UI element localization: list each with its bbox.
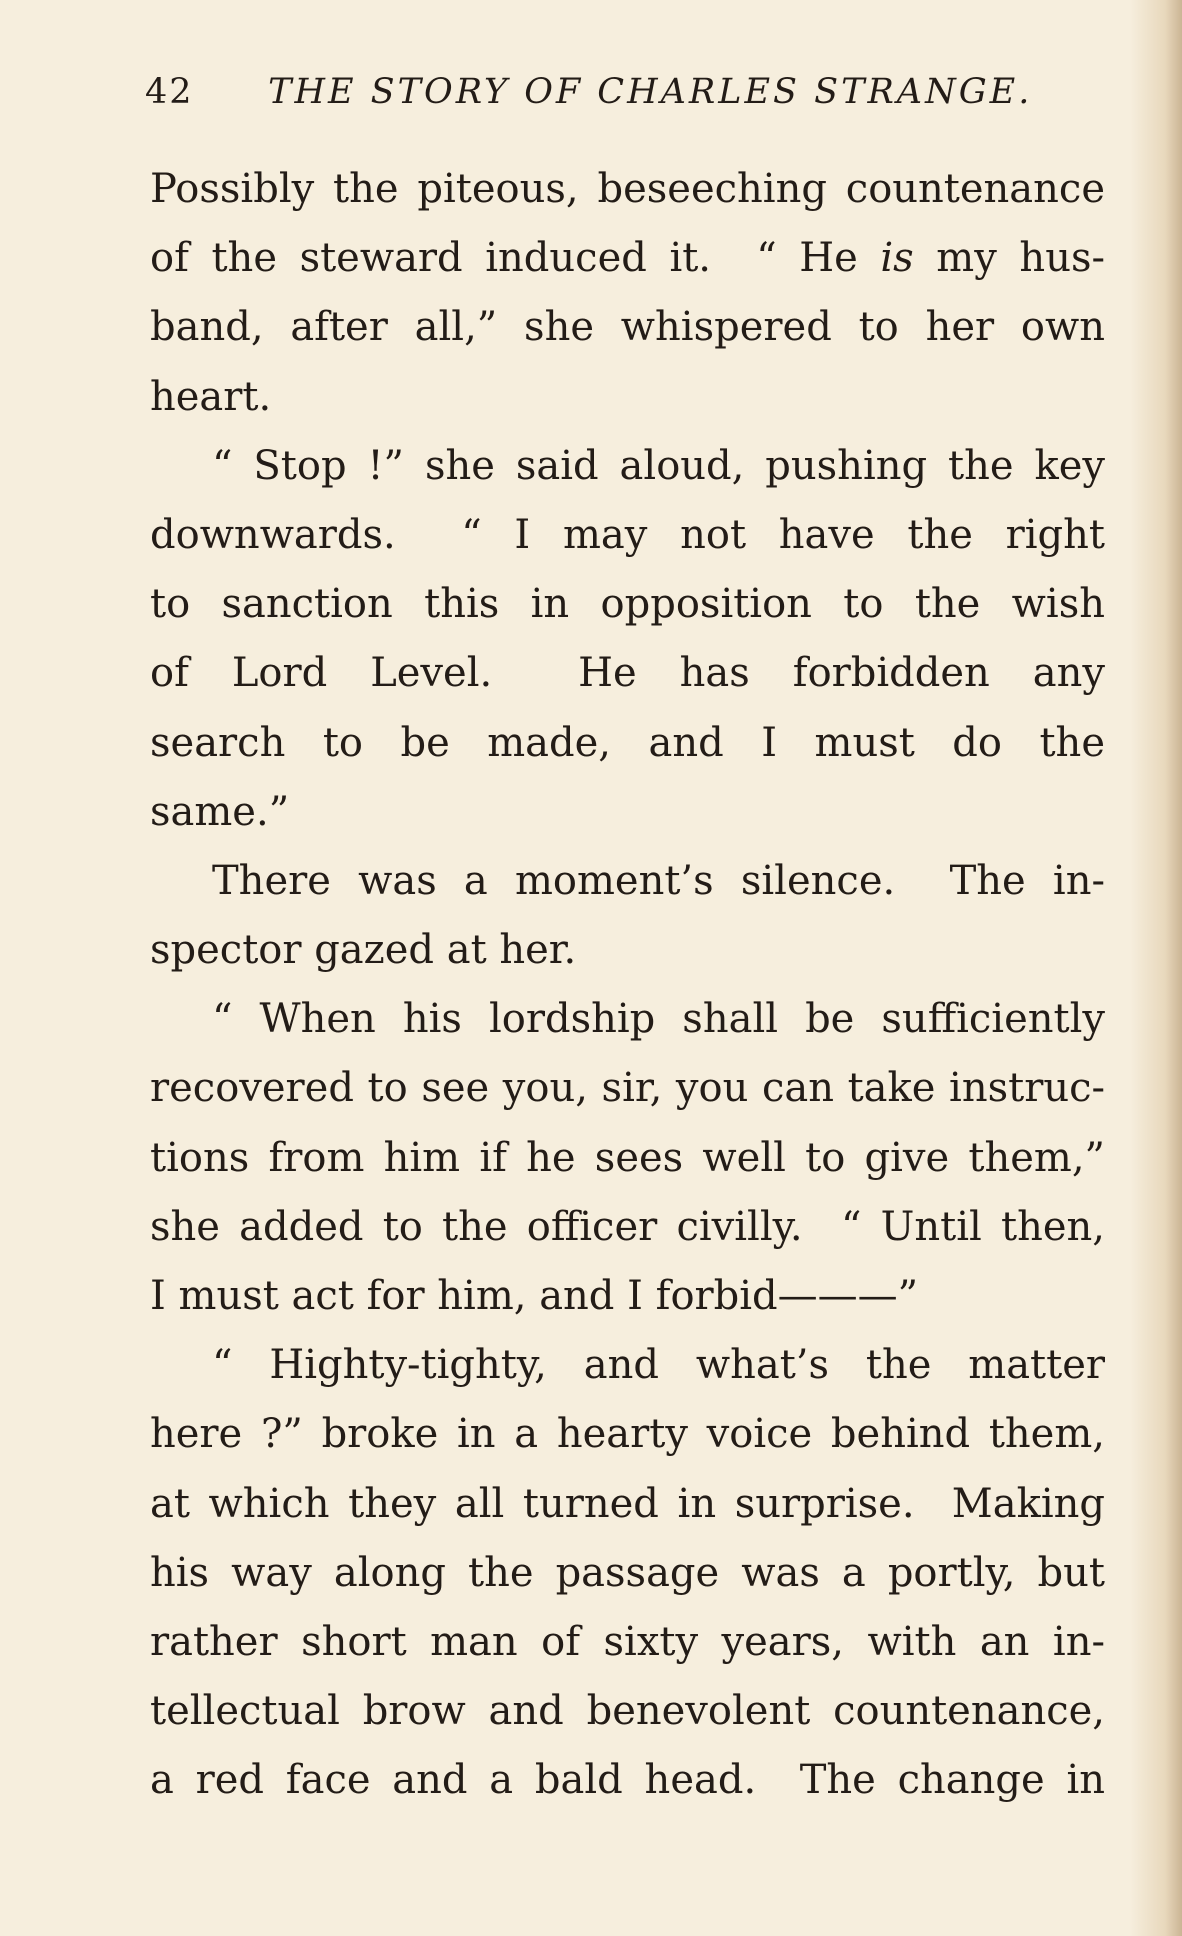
text-line: Possibly the piteous, beseeching countenance (150, 166, 1105, 212)
text-line: recovered to see you, sir, you can take instruc- (150, 1065, 1105, 1112)
text-line: band, after all,” she whispered to her own (150, 304, 1105, 351)
text-line: tions from him if he sees well to give them,” (150, 1134, 1105, 1181)
page-number: 42 (145, 72, 194, 112)
text-line: a red face and a bald head. The change in (150, 1757, 1105, 1804)
text-line: at which they all turned in surprise. Making (150, 1480, 1105, 1527)
text-line: spector gazed at her. (150, 927, 577, 974)
text-line: There was a moment’s silence. The in- (212, 857, 1105, 904)
text-line (150, 224, 1105, 293)
text-line: search to be made, and I must do the (150, 719, 1105, 766)
text-segment: of the steward induced it. “ He (150, 235, 881, 282)
text-line: of Lord Level. He has forbidden any (150, 650, 1105, 697)
text-line: she added to the officer civilly. “ Until then, (150, 1203, 1105, 1250)
italic-emphasis: is (880, 235, 914, 282)
text-line: rather short man of sixty years, with an in- (150, 1618, 1105, 1665)
text-line: downwards. “ I may not have the right (150, 511, 1105, 558)
text-line: to sanction this in opposition to the wish (150, 581, 1105, 628)
text-line: tellectual brow and benevolent countenance, (150, 1688, 1105, 1735)
text-line: here ?” broke in a hearty voice behind them, (150, 1411, 1105, 1458)
body-text (150, 155, 1105, 1816)
text-line: “ When his lordship shall be sufficiently (212, 996, 1105, 1043)
text-line: “ Stop !” she said aloud, pushing the key (212, 442, 1105, 489)
text-line: his way along the passage was a portly, but (150, 1549, 1105, 1596)
text-segment: my hus- (913, 235, 1105, 282)
running-head: THE STORY OF CHARLES STRANGE. (268, 72, 1033, 112)
text-line: same.” (150, 788, 290, 835)
text-line: I must act for him, and I forbid———” (150, 1273, 919, 1319)
page-header (145, 72, 1045, 122)
text-line: “ Highty-tighty, and what’s the matter (212, 1342, 1105, 1389)
text-line: heart. (150, 373, 272, 420)
